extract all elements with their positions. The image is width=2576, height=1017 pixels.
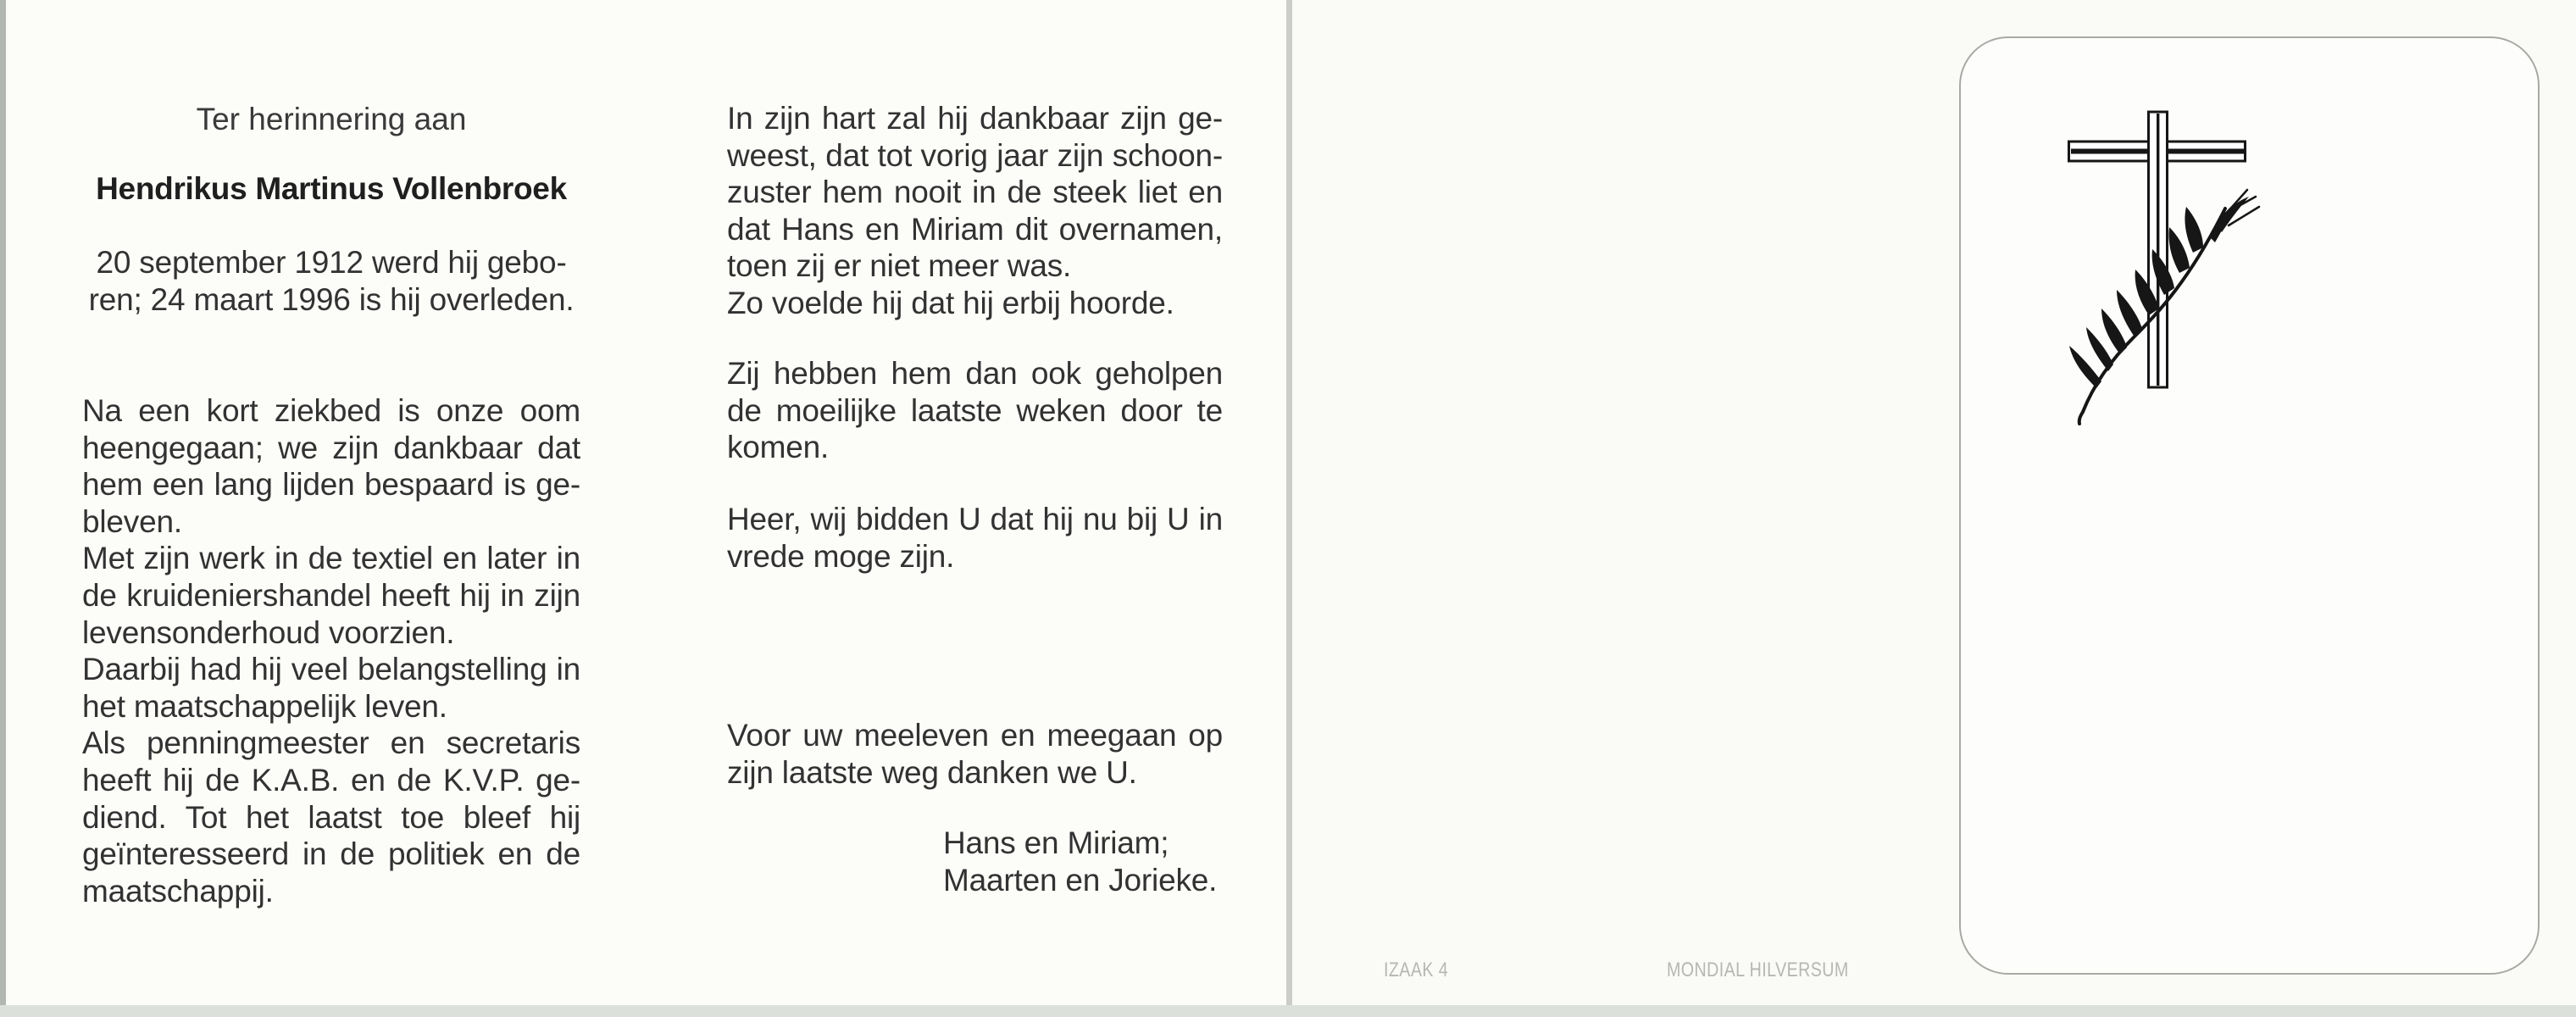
scan-edge-strip <box>0 0 6 1017</box>
text-line: Als penningmeester en secretaris <box>82 725 580 761</box>
text-line: zijn laatste weg danken we U. <box>727 754 1137 790</box>
paragraph-schoonzuster <box>727 100 1223 285</box>
paragraph-erbij-hoorde <box>727 285 1223 322</box>
cross-with-wheat-branch-icon <box>2057 95 2261 425</box>
signature-block <box>943 825 1223 898</box>
memorial-intro: Ter herinnering aan <box>196 102 467 136</box>
text-line: Zij hebben hem dan ook geholpen <box>727 356 1223 391</box>
text-line: bleven. <box>82 503 182 539</box>
print-code-label: IZAAK 4 <box>1384 959 1449 981</box>
text-line: komen. <box>727 430 830 465</box>
text-line: Hans en Miriam; <box>943 825 1169 860</box>
text-line: Daarbij had hij veel belangstelling in <box>82 652 580 687</box>
paragraph-work <box>82 540 580 651</box>
paragraph-illness <box>82 392 580 540</box>
paragraph-service <box>82 725 580 909</box>
text-line: Maarten en Jorieke. <box>943 862 1218 898</box>
text-line: Zo voelde hij dat hij erbij hoorde. <box>727 285 1174 320</box>
text-line: Na een kort ziekbed is onze oom <box>82 393 580 428</box>
paragraph-prayer <box>727 501 1223 575</box>
text-line: de moeilijke laatste weken door te <box>727 392 1223 428</box>
text-line: dat Hans en Miriam dit overnamen, <box>727 211 1223 247</box>
deceased-name: Hendrikus Martinus Vollenbroek <box>96 171 567 206</box>
paragraph-gratitude <box>727 100 1223 322</box>
text-line: toen zij er niet meer was. <box>727 248 1072 284</box>
text-line: Voor uw meeleven en meegaan op <box>727 718 1223 753</box>
left-body-text <box>82 392 580 909</box>
text-line: weest, dat tot vorig jaar zijn schoon- <box>727 137 1223 173</box>
text-line: vrede moge zijn. <box>727 538 955 574</box>
text-line: hem een lang lijden bespaard is ge- <box>82 467 580 503</box>
text-line: Met zijn werk in de textiel en later in <box>82 541 580 576</box>
paragraph-thanks <box>727 717 1223 791</box>
text-line: In zijn hart zal hij dankbaar zijn ge- <box>727 101 1223 136</box>
left-text-column <box>82 0 580 1017</box>
text-line: het maatschappelijk leven. <box>82 688 447 724</box>
text-line: 20 september 1912 werd hij gebo- <box>96 245 567 280</box>
text-line: heeft hij de K.A.B. en de K.V.P. ge- <box>82 762 580 797</box>
text-line: de kruideniershandel heeft hij in zijn <box>82 577 580 613</box>
middle-text-column <box>727 0 1223 1017</box>
text-line: levensonderhoud voorzien. <box>82 614 455 650</box>
paragraph-interest <box>82 651 580 725</box>
printer-name-label: MONDIAL HILVERSUM <box>1667 959 1849 981</box>
text-line: Heer, wij bidden U dat hij nu bij U in <box>727 502 1223 536</box>
text-line: geïnteresseerd in de politiek en de <box>82 836 580 872</box>
text-line: diend. Tot het laatst toe bleef hij <box>82 799 580 835</box>
birth-death-dates <box>82 244 580 318</box>
paragraph-geholpen <box>727 355 1223 466</box>
text-line: heengegaan; we zijn dankbaar dat <box>82 430 580 465</box>
page-fold-divider <box>1286 0 1292 1017</box>
text-line: ren; 24 maart 1996 is hij overleden. <box>88 281 575 317</box>
text-line: maatschappij. <box>82 873 274 909</box>
text-line: zuster hem nooit in de steek liet en <box>727 175 1223 210</box>
